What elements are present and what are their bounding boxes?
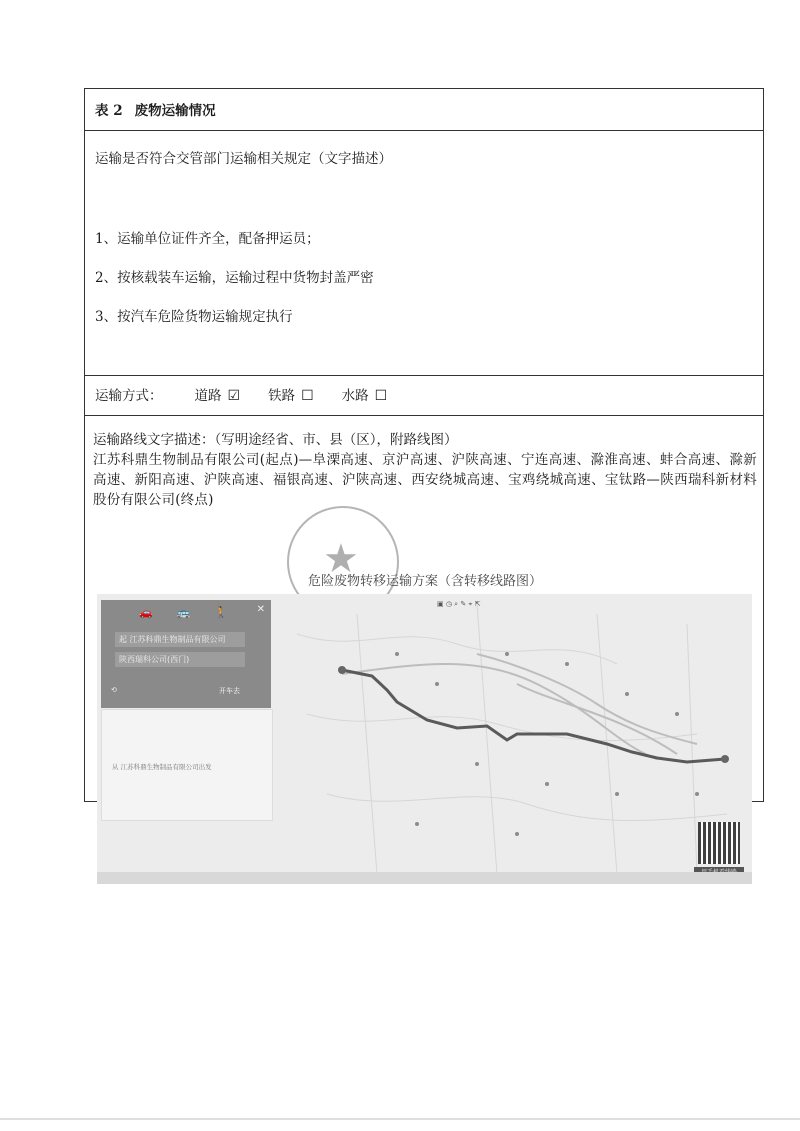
mode-road-label: 道路 [194, 388, 222, 404]
travel-mode-icons[interactable]: 🚗🚌🚶 [139, 606, 253, 619]
route-heading: 运输路线文字描述：（写明途经省、市、县（区），附路线图） [93, 432, 458, 448]
route-search-panel[interactable] [101, 600, 271, 708]
route-options[interactable]: ⟲ [111, 686, 117, 694]
compliance-item: 2、按核载装车运输，运输过程中货物封盖严密 [95, 270, 374, 286]
map-toolbar[interactable]: ▣ ◷ ⌕ ✎ ⌖ ⇱ [437, 600, 481, 608]
checkbox-empty-icon[interactable]: ☐ [374, 388, 388, 404]
qr-code-icon [698, 822, 740, 864]
destination-input[interactable]: 陕西瑞科公司(西门) [115, 652, 245, 667]
compliance-heading: 运输是否符合交管部门运输相关规定（文字描述） [95, 151, 392, 167]
route-description: 江苏科鼎生物制品有限公司(起点)—阜溧高速、京沪高速、沪陕高速、宁连高速、滁淮高速、蚌合高速、滁新高速、新阳高速、沪陕高速、福银高速、沪陕高速、西安绕城高速、宝鸡绕城高速、宝钛路—陕西瑞科新材料股份有限公司(终点) [93, 452, 757, 508]
checkbox-checked-icon[interactable]: ☑ [227, 388, 241, 404]
close-icon[interactable]: ✕ [256, 604, 265, 615]
mode-label: 运输方式： [95, 388, 163, 404]
waste-transport-table [84, 88, 764, 802]
table-title [95, 101, 216, 121]
start-driving-button[interactable]: 开车去 [219, 687, 240, 695]
table-number: 表 2 [95, 103, 123, 119]
map-end-marker [338, 666, 346, 674]
route-section [85, 416, 763, 801]
map-caption: 危险废物转移运输方案（含转移线路图） [307, 574, 542, 589]
mode-water-label: 水路 [341, 388, 369, 404]
checkbox-empty-icon[interactable]: ☐ [301, 388, 314, 404]
map-start-marker [721, 755, 729, 763]
compliance-section [85, 131, 763, 376]
transport-mode-line [95, 386, 387, 406]
mode-road[interactable] [195, 386, 241, 406]
highways [342, 654, 697, 759]
table-title-row [85, 89, 763, 131]
map-footer [97, 872, 752, 884]
mode-rail-label: 铁路 [268, 388, 296, 404]
table-title-text: 废物运输情况 [134, 103, 216, 119]
route-start-line: 从 江苏科鼎生物制品有限公司出发 [112, 763, 212, 771]
seal-star-icon: ★ [323, 536, 359, 582]
origin-input[interactable]: 起 江苏科鼎生物制品有限公司 [115, 632, 245, 647]
compliance-item: 3、按汽车危险货物运输规定执行 [95, 309, 293, 325]
route-map[interactable] [97, 594, 752, 884]
transport-mode-row [85, 376, 763, 416]
mode-rail[interactable] [268, 386, 314, 406]
route-result-card[interactable] [101, 709, 273, 821]
page-bottom-edge [0, 1118, 800, 1120]
compliance-item: 1、运输单位证件齐全，配备押运员； [95, 231, 320, 247]
mode-water[interactable] [342, 386, 388, 406]
